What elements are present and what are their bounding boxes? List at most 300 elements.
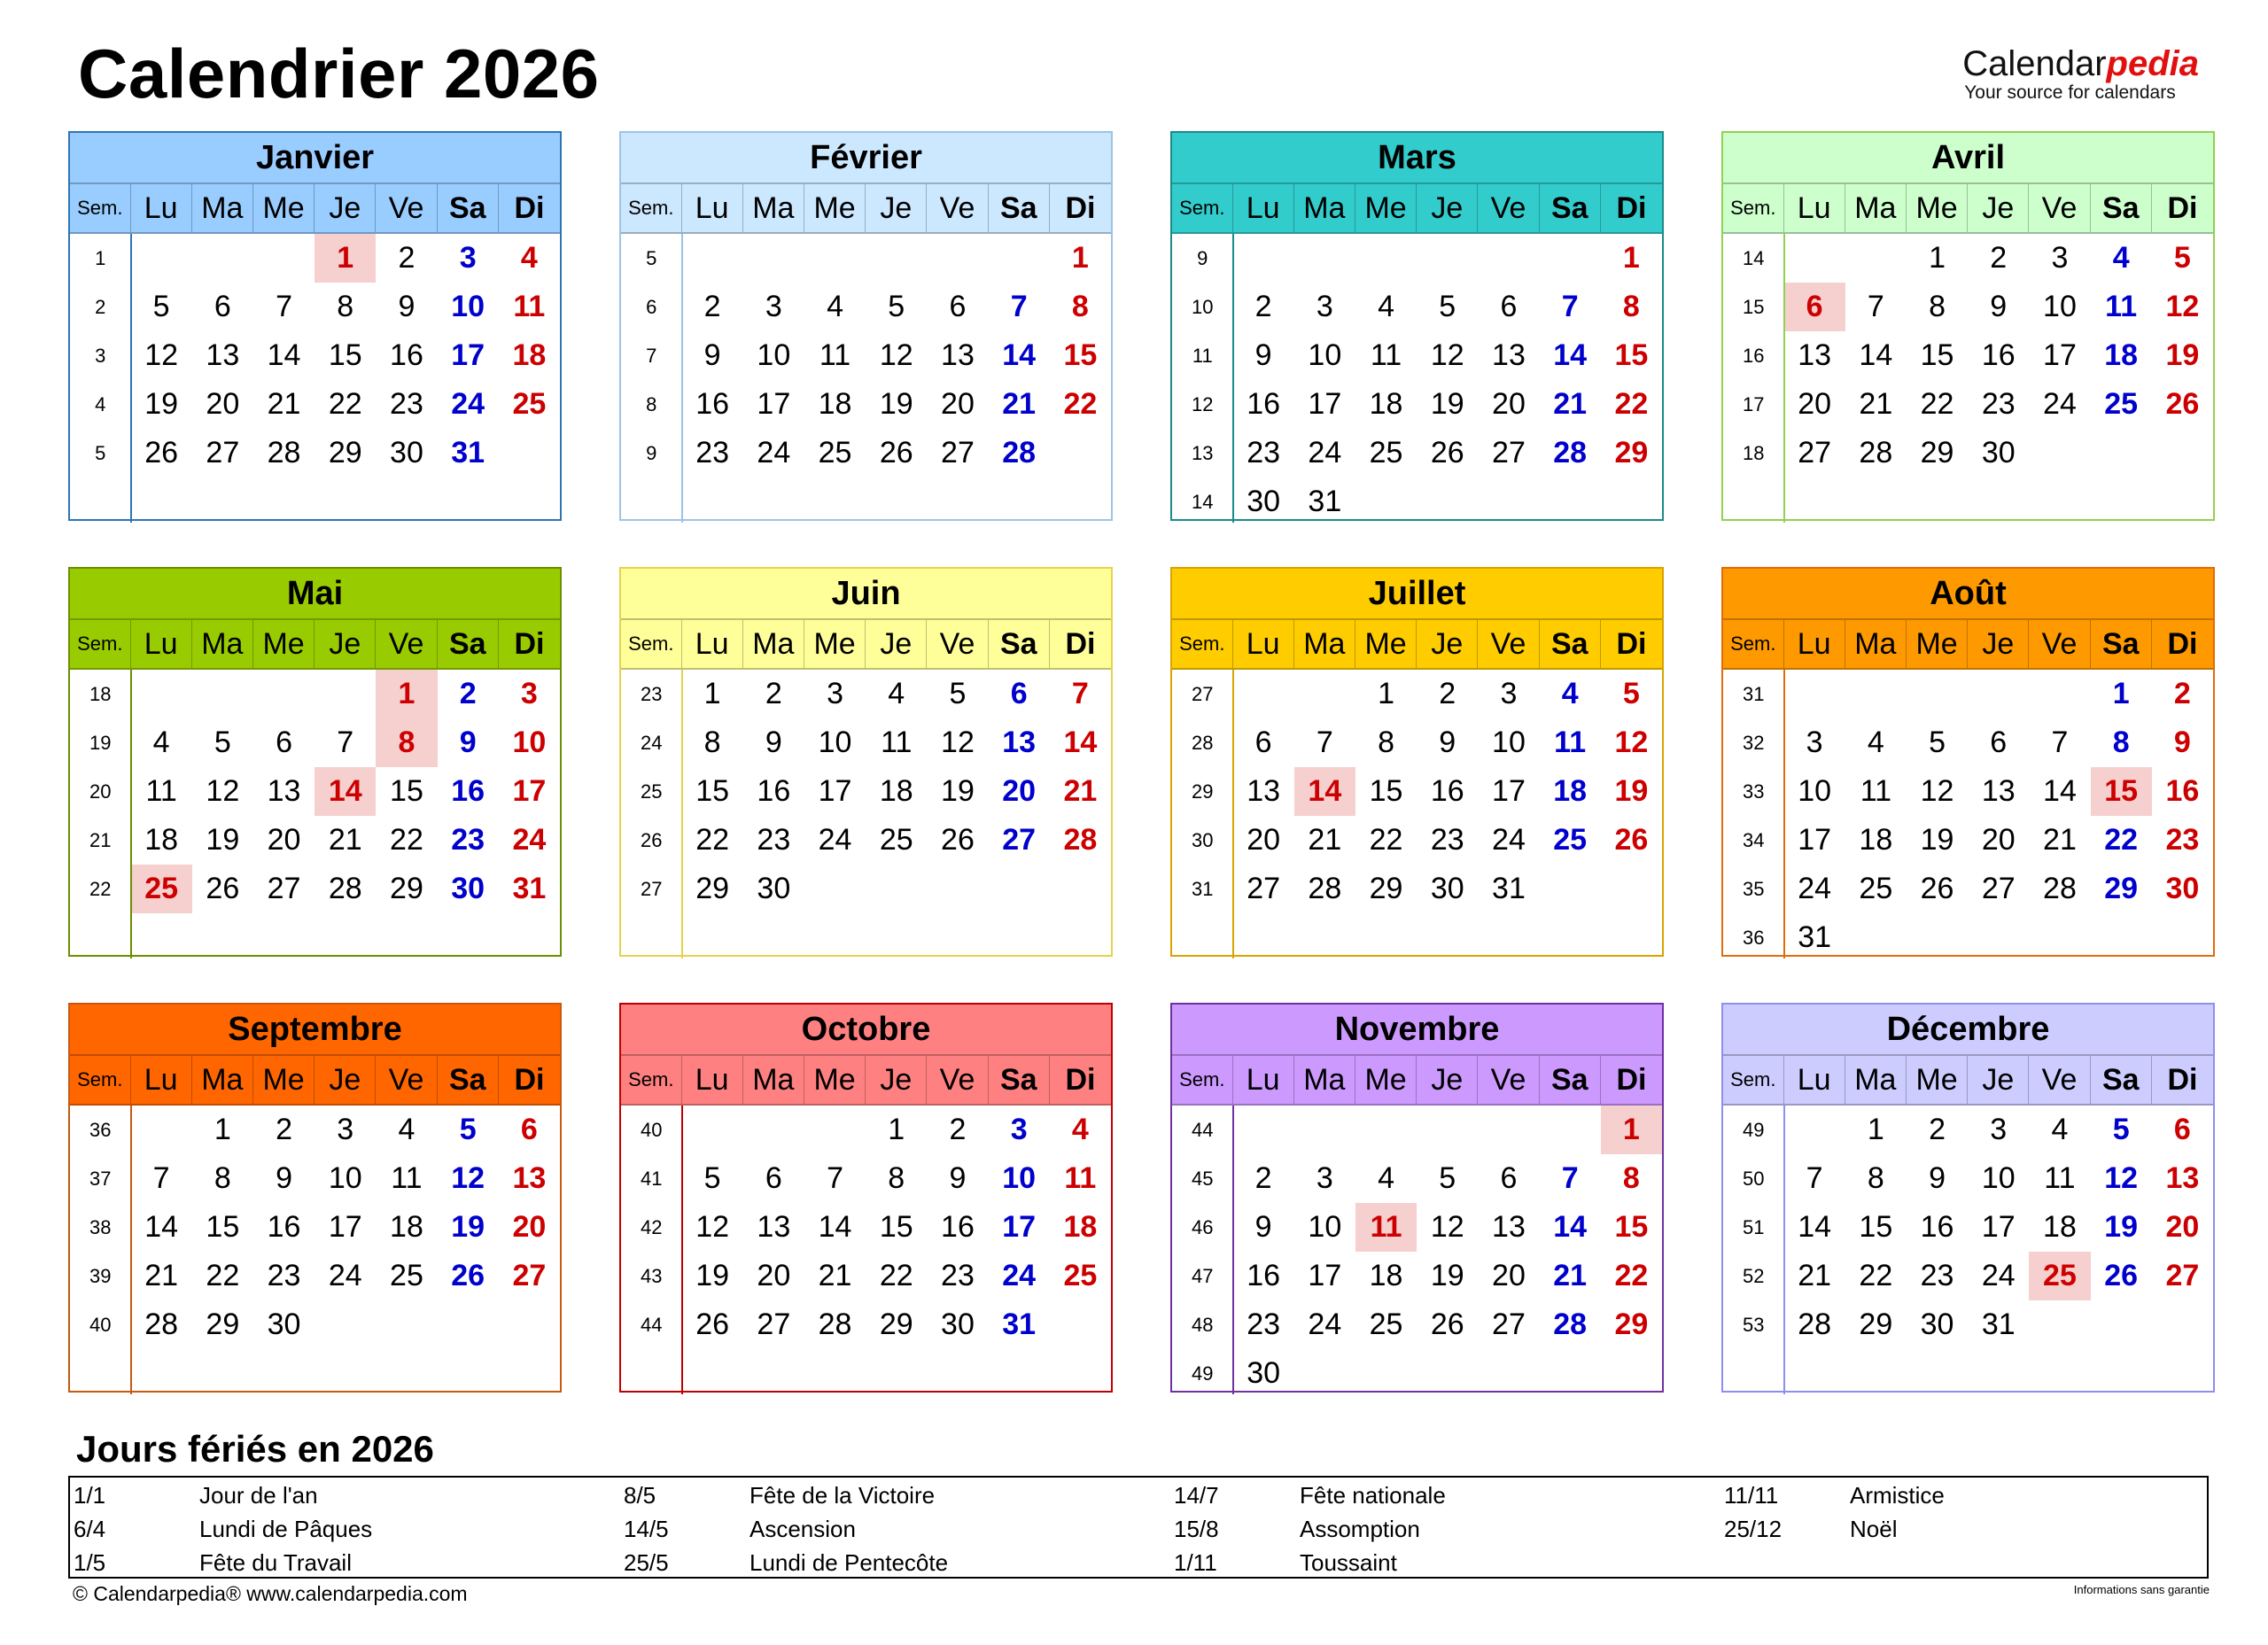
- day-cell: [804, 234, 866, 283]
- day-cell: [315, 670, 376, 718]
- day-cell: 6: [276, 726, 292, 759]
- weekday-label: Je: [866, 184, 927, 232]
- day-cell: 22: [1614, 1259, 1649, 1292]
- day-cell: 30: [941, 1307, 975, 1341]
- day-cell: 29: [1920, 436, 1954, 469]
- day-cell: [1784, 670, 1845, 718]
- holiday-name: Ascension: [750, 1516, 856, 1542]
- day-cell: 28: [1798, 1307, 1832, 1341]
- day-cell: 27: [1247, 872, 1281, 905]
- week-number-header: Sem.: [1723, 620, 1784, 668]
- day-cell: 31: [1798, 920, 1832, 954]
- weekday-label: Je: [1968, 184, 2029, 232]
- day-cell: 3: [1500, 677, 1518, 710]
- day-cell: 30: [1981, 436, 2016, 469]
- week-row: [621, 1300, 1111, 1349]
- day-cell: 19: [1614, 774, 1649, 808]
- month-5: [619, 567, 1113, 957]
- holiday-name: Fête nationale: [1300, 1482, 1446, 1509]
- day-cell: 14: [2043, 774, 2077, 808]
- day-cell: [1417, 477, 1478, 526]
- weekday-label: Je: [866, 1056, 927, 1104]
- week-number: 4: [95, 393, 106, 415]
- day-cell: 2: [398, 241, 416, 275]
- day-cell: 23: [1920, 1259, 1954, 1292]
- day-cell: 5: [1439, 290, 1456, 323]
- day-cell: 20: [1492, 1259, 1526, 1292]
- day-cell: 1: [1071, 241, 1089, 275]
- day-cell: 21: [1063, 774, 1098, 808]
- weekday-label: Me: [804, 1056, 866, 1104]
- day-cell: 8: [1622, 1161, 1640, 1195]
- day-cell: [682, 1106, 743, 1154]
- day-cell: 17: [512, 774, 547, 808]
- day-cell: 9: [765, 726, 782, 759]
- weekday-label: Ma: [192, 620, 253, 668]
- day-cell: 16: [1430, 774, 1464, 808]
- week-row: [70, 865, 560, 913]
- day-cell: 7: [1561, 1161, 1579, 1195]
- day-cell: 10: [512, 726, 547, 759]
- month-title: Février: [621, 133, 1111, 184]
- day-cell: 23: [1247, 1307, 1281, 1341]
- month-title: Juillet: [1172, 569, 1662, 620]
- week-row: [70, 234, 560, 283]
- day-cell: 2: [459, 677, 477, 710]
- day-cell: 15: [1859, 1210, 1893, 1244]
- week-row: [1172, 670, 1662, 718]
- day-cell: 18: [879, 774, 913, 808]
- weekday-label: Je: [1417, 1056, 1478, 1104]
- day-cell: 13: [1247, 774, 1281, 808]
- week-number: 48: [1192, 1314, 1214, 1336]
- weekday-label: Me: [1355, 1056, 1417, 1104]
- weekday-label: Lu: [1233, 620, 1294, 668]
- day-cell: [1050, 429, 1111, 477]
- week-number-header: Sem.: [621, 620, 682, 668]
- holiday-date: 15/8: [1174, 1516, 1219, 1542]
- week-row: [621, 718, 1111, 767]
- day-cell: 4: [1071, 1113, 1089, 1146]
- holiday-date: 14/7: [1174, 1482, 1219, 1509]
- day-cell: 17: [1492, 774, 1526, 808]
- day-cell: 20: [757, 1259, 791, 1292]
- weekday-label: Sa: [2091, 620, 2152, 668]
- week-number: 33: [1743, 780, 1765, 803]
- week-number: 40: [641, 1119, 663, 1141]
- weekday-label: Je: [1968, 1056, 2029, 1104]
- day-cell: [1540, 1349, 1601, 1398]
- week-number: 50: [1743, 1168, 1765, 1190]
- day-cell: 21: [1308, 823, 1342, 857]
- weekday-label: Me: [253, 620, 315, 668]
- holiday-name: Lundi de Pentecôte: [750, 1549, 949, 1576]
- weekday-label: Ve: [376, 184, 437, 232]
- day-cell: 7: [1010, 290, 1028, 323]
- day-cell: 28: [1553, 1307, 1588, 1341]
- day-cell: 30: [451, 872, 485, 905]
- weekday-label: Di: [1065, 1063, 1096, 1097]
- week-row: [1723, 913, 2213, 962]
- day-cell: 16: [1247, 1259, 1281, 1292]
- day-cell: [1907, 913, 1968, 962]
- weekday-header: [1172, 620, 1662, 670]
- day-cell: 31: [1492, 872, 1526, 905]
- week-row: [1723, 816, 2213, 865]
- week-number: 26: [641, 829, 663, 851]
- day-cell: 3: [520, 677, 538, 710]
- week-number: 15: [1743, 296, 1765, 318]
- day-cell: 17: [2043, 338, 2077, 372]
- day-cell: 16: [2165, 774, 2200, 808]
- day-cell: 16: [1981, 338, 2016, 372]
- day-cell: 10: [1981, 1161, 2016, 1195]
- week-number-header: Sem.: [621, 184, 682, 232]
- brand-logo[interactable]: [1962, 44, 2199, 103]
- month-title: Novembre: [1172, 1005, 1662, 1056]
- weekday-label: Di: [1065, 627, 1096, 661]
- day-cell: 19: [1430, 387, 1464, 421]
- week-row: [1172, 816, 1662, 865]
- day-cell: 18: [2104, 338, 2139, 372]
- day-cell: 7: [1316, 726, 1333, 759]
- day-cell: [1355, 1349, 1417, 1398]
- week-row: [70, 718, 560, 767]
- week-row: [1172, 1203, 1662, 1252]
- month-6: [1170, 567, 1664, 957]
- day-cell: [1907, 670, 1968, 718]
- week-row: [1723, 331, 2213, 380]
- weekday-label: Lu: [682, 1056, 743, 1104]
- day-cell: 7: [337, 726, 354, 759]
- day-cell: 31: [451, 436, 485, 469]
- day-cell: 24: [1308, 1307, 1342, 1341]
- month-title: Mars: [1172, 133, 1662, 184]
- day-cell: [743, 1106, 804, 1154]
- day-cell: [131, 670, 192, 718]
- day-cell: 23: [1981, 387, 2016, 421]
- day-cell: 10: [1002, 1161, 1037, 1195]
- week-number: 19: [89, 732, 112, 754]
- weekday-label: Di: [514, 1063, 545, 1097]
- weekday-label: Je: [315, 620, 376, 668]
- month-title: Août: [1723, 569, 2213, 620]
- day-cell: 25: [390, 1259, 423, 1292]
- weekday-label: Di: [2167, 191, 2198, 225]
- day-cell: [1417, 234, 1478, 283]
- weekday-label: Je: [1417, 184, 1478, 232]
- weekday-header: [1172, 1056, 1662, 1106]
- day-cell: 3: [459, 241, 477, 275]
- day-cell: 24: [1308, 436, 1342, 469]
- brand-name: Calendarpedia: [1962, 44, 2199, 83]
- day-cell: 17: [451, 338, 485, 372]
- day-cell: 20: [1002, 774, 1037, 808]
- footer-disclaimer: Informations sans garantie: [2073, 1583, 2210, 1596]
- weekday-label: Ve: [927, 184, 988, 232]
- day-cell: [131, 1106, 192, 1154]
- day-cell: 5: [1929, 726, 1946, 759]
- day-cell: 20: [941, 387, 975, 421]
- day-cell: 26: [451, 1259, 485, 1292]
- holiday-name: Fête de la Victoire: [750, 1482, 936, 1509]
- week-row: [1172, 1349, 1662, 1398]
- weekday-label: Ve: [1478, 620, 1539, 668]
- day-cell: 6: [2173, 1113, 2191, 1146]
- day-cell: 20: [1492, 387, 1526, 421]
- week-number: 1: [95, 247, 106, 269]
- footer-copyright[interactable]: © Calendarpedia® www.calendarpedia.com: [73, 1582, 468, 1605]
- day-cell: 27: [206, 436, 240, 469]
- day-cell: 10: [1308, 1210, 1342, 1244]
- month-2: [1170, 131, 1664, 521]
- weekday-label: Sa: [989, 1056, 1050, 1104]
- week-row: [621, 380, 1111, 429]
- day-cell: 11: [2105, 290, 2138, 323]
- day-cell: 25: [1063, 1259, 1098, 1292]
- week-row: [621, 429, 1111, 477]
- day-cell: 27: [1798, 436, 1832, 469]
- week-row: [1723, 865, 2213, 913]
- weekday-label: Di: [514, 627, 545, 661]
- day-cell: 16: [1247, 387, 1281, 421]
- month-0: [68, 131, 562, 521]
- day-cell: 20: [2165, 1210, 2200, 1244]
- weekday-label: Sa: [438, 620, 499, 668]
- day-cell: 18: [2043, 1210, 2077, 1244]
- day-cell: 15: [390, 774, 423, 808]
- month-title: Mai: [70, 569, 560, 620]
- day-cell: 4: [888, 677, 905, 710]
- day-cell: 11: [1860, 774, 1891, 808]
- day-cell: 12: [1430, 338, 1464, 372]
- weekday-label: Lu: [1784, 620, 1845, 668]
- weekday-header: [621, 184, 1111, 234]
- week-number: 43: [641, 1265, 663, 1287]
- week-number: 11: [1192, 345, 1213, 367]
- day-cell: [253, 670, 315, 718]
- day-cell: [1294, 234, 1355, 283]
- weekday-label: Di: [1616, 627, 1647, 661]
- day-cell: [2029, 913, 2090, 962]
- day-cell: [2152, 429, 2213, 477]
- day-cell: 19: [2165, 338, 2200, 372]
- day-cell: 2: [1254, 290, 1272, 323]
- day-cell: 3: [1010, 1113, 1028, 1146]
- week-row: [1172, 429, 1662, 477]
- day-cell: 21: [1798, 1259, 1832, 1292]
- weekday-label: Ma: [1845, 1056, 1907, 1104]
- day-cell: [2029, 429, 2090, 477]
- weekday-label: Je: [315, 1056, 376, 1104]
- day-cell: 1: [703, 677, 721, 710]
- day-cell: 22: [695, 823, 730, 857]
- week-number: 45: [1192, 1168, 1214, 1190]
- weekday-label: Je: [1968, 620, 2029, 668]
- week-number: 36: [89, 1119, 112, 1141]
- weekday-label: Je: [1417, 620, 1478, 668]
- day-cell: 6: [1500, 1161, 1518, 1195]
- day-cell: [2091, 913, 2152, 962]
- week-number: 22: [89, 878, 112, 900]
- day-cell: 23: [941, 1259, 975, 1292]
- day-cell: 11: [1355, 1203, 1417, 1252]
- day-cell: 2: [703, 290, 721, 323]
- day-cell: 30: [1247, 1356, 1281, 1390]
- day-cell: 23: [695, 436, 730, 469]
- week-number: 16: [1743, 345, 1765, 367]
- weekday-label: Di: [2167, 627, 2198, 661]
- day-cell: 13: [206, 338, 240, 372]
- day-cell: 1: [376, 670, 437, 718]
- day-cell: 14: [1553, 338, 1588, 372]
- holidays-table: [68, 1476, 2209, 1579]
- day-cell: 7: [276, 290, 292, 323]
- day-cell: 15: [1920, 338, 1954, 372]
- holiday-name: Noël: [1850, 1516, 1898, 1542]
- day-cell: 12: [879, 338, 913, 372]
- day-cell: [2091, 1300, 2152, 1349]
- day-cell: 27: [1981, 872, 2016, 905]
- weekday-label: Ma: [743, 620, 804, 668]
- day-cell: 9: [276, 1161, 292, 1195]
- day-cell: 3: [827, 677, 843, 710]
- week-number: 42: [641, 1216, 663, 1238]
- day-cell: 28: [1002, 436, 1037, 469]
- day-cell: 2: [949, 1113, 967, 1146]
- day-cell: 12: [2104, 1161, 2139, 1195]
- day-cell: 22: [206, 1259, 240, 1292]
- day-cell: 20: [512, 1210, 547, 1244]
- weekday-label: Sa: [1540, 1056, 1601, 1104]
- day-cell: [192, 670, 253, 718]
- day-cell: 14: [315, 767, 376, 816]
- day-cell: 21: [328, 823, 362, 857]
- day-cell: 14: [267, 338, 301, 372]
- day-cell: 26: [2104, 1259, 2139, 1292]
- day-cell: [2152, 913, 2213, 962]
- week-number: 41: [641, 1168, 663, 1190]
- weekday-label: Ma: [192, 1056, 253, 1104]
- day-cell: 17: [1308, 387, 1342, 421]
- weekday-label: Ma: [1294, 184, 1355, 232]
- day-cell: 12: [451, 1161, 485, 1195]
- week-row: [1172, 380, 1662, 429]
- day-cell: 23: [451, 823, 485, 857]
- day-cell: 25: [1369, 1307, 1403, 1341]
- day-cell: 1: [214, 1113, 231, 1146]
- day-cell: 6: [765, 1161, 782, 1195]
- month-7: [1721, 567, 2215, 957]
- day-cell: 8: [1622, 290, 1640, 323]
- day-cell: [866, 234, 927, 283]
- weekday-label: Ve: [2029, 184, 2090, 232]
- day-cell: [1540, 234, 1601, 283]
- week-row: [70, 1106, 560, 1154]
- day-cell: 21: [2043, 823, 2077, 857]
- day-cell: 7: [1071, 677, 1089, 710]
- day-cell: 16: [267, 1210, 301, 1244]
- day-cell: 12: [144, 338, 179, 372]
- day-cell: [1601, 1349, 1662, 1398]
- weekday-label: Lu: [131, 184, 192, 232]
- day-cell: 21: [1859, 387, 1893, 421]
- day-cell: 20: [1798, 387, 1832, 421]
- week-number: 44: [641, 1314, 663, 1336]
- week-row: [1723, 767, 2213, 816]
- holiday-name: Toussaint: [1300, 1549, 1397, 1576]
- day-cell: 10: [1798, 774, 1832, 808]
- day-cell: 22: [1063, 387, 1098, 421]
- day-cell: [1845, 234, 1907, 283]
- day-cell: 1: [1601, 1106, 1662, 1154]
- weekday-label: Sa: [2091, 1056, 2152, 1104]
- day-cell: 5: [1622, 677, 1640, 710]
- week-row: [1172, 1154, 1662, 1203]
- day-cell: 12: [2165, 290, 2200, 323]
- day-cell: 5: [2173, 241, 2191, 275]
- day-cell: 18: [818, 387, 852, 421]
- day-cell: 16: [390, 338, 423, 372]
- day-cell: 23: [267, 1259, 301, 1292]
- day-cell: 1: [888, 1113, 905, 1146]
- day-cell: [1294, 670, 1355, 718]
- weekday-label: Ve: [376, 1056, 437, 1104]
- week-row: [1723, 1252, 2213, 1300]
- week-row: [621, 816, 1111, 865]
- day-cell: 29: [1614, 436, 1649, 469]
- month-title: Janvier: [70, 133, 560, 184]
- day-cell: 2: [765, 677, 782, 710]
- day-cell: 3: [1990, 1113, 2008, 1146]
- day-cell: [2029, 1300, 2090, 1349]
- day-cell: 15: [1063, 338, 1098, 372]
- month-title: Avril: [1723, 133, 2213, 184]
- day-cell: 18: [390, 1210, 423, 1244]
- day-cell: 12: [1920, 774, 1954, 808]
- day-cell: 9: [2173, 726, 2191, 759]
- day-cell: 26: [144, 436, 179, 469]
- holiday-name: Fête du Travail: [199, 1549, 352, 1576]
- week-number: 31: [1192, 878, 1214, 900]
- week-number: 52: [1743, 1265, 1765, 1287]
- day-cell: 22: [390, 823, 423, 857]
- weekday-header: [70, 184, 560, 234]
- weekday-label: Me: [1907, 1056, 1968, 1104]
- day-cell: 24: [2043, 387, 2077, 421]
- day-cell: 6: [1990, 726, 2008, 759]
- week-number: 27: [641, 878, 663, 900]
- week-number: 6: [646, 296, 657, 318]
- week-number-header: Sem.: [1723, 1056, 1784, 1104]
- day-cell: 17: [1308, 1259, 1342, 1292]
- day-cell: 31: [1981, 1307, 2016, 1341]
- day-cell: 17: [818, 774, 852, 808]
- week-number-header: Sem.: [621, 1056, 682, 1104]
- week-row: [1172, 331, 1662, 380]
- day-cell: 20: [267, 823, 301, 857]
- day-cell: 15: [879, 1210, 913, 1244]
- day-cell: 23: [1247, 436, 1281, 469]
- week-number: 27: [1192, 683, 1214, 705]
- holiday-date: 1/5: [74, 1549, 106, 1576]
- week-number: 35: [1743, 878, 1765, 900]
- day-cell: 12: [1430, 1210, 1464, 1244]
- week-row: [70, 1154, 560, 1203]
- month-9: [619, 1003, 1113, 1393]
- day-cell: 16: [1920, 1210, 1954, 1244]
- day-cell: 25: [818, 436, 852, 469]
